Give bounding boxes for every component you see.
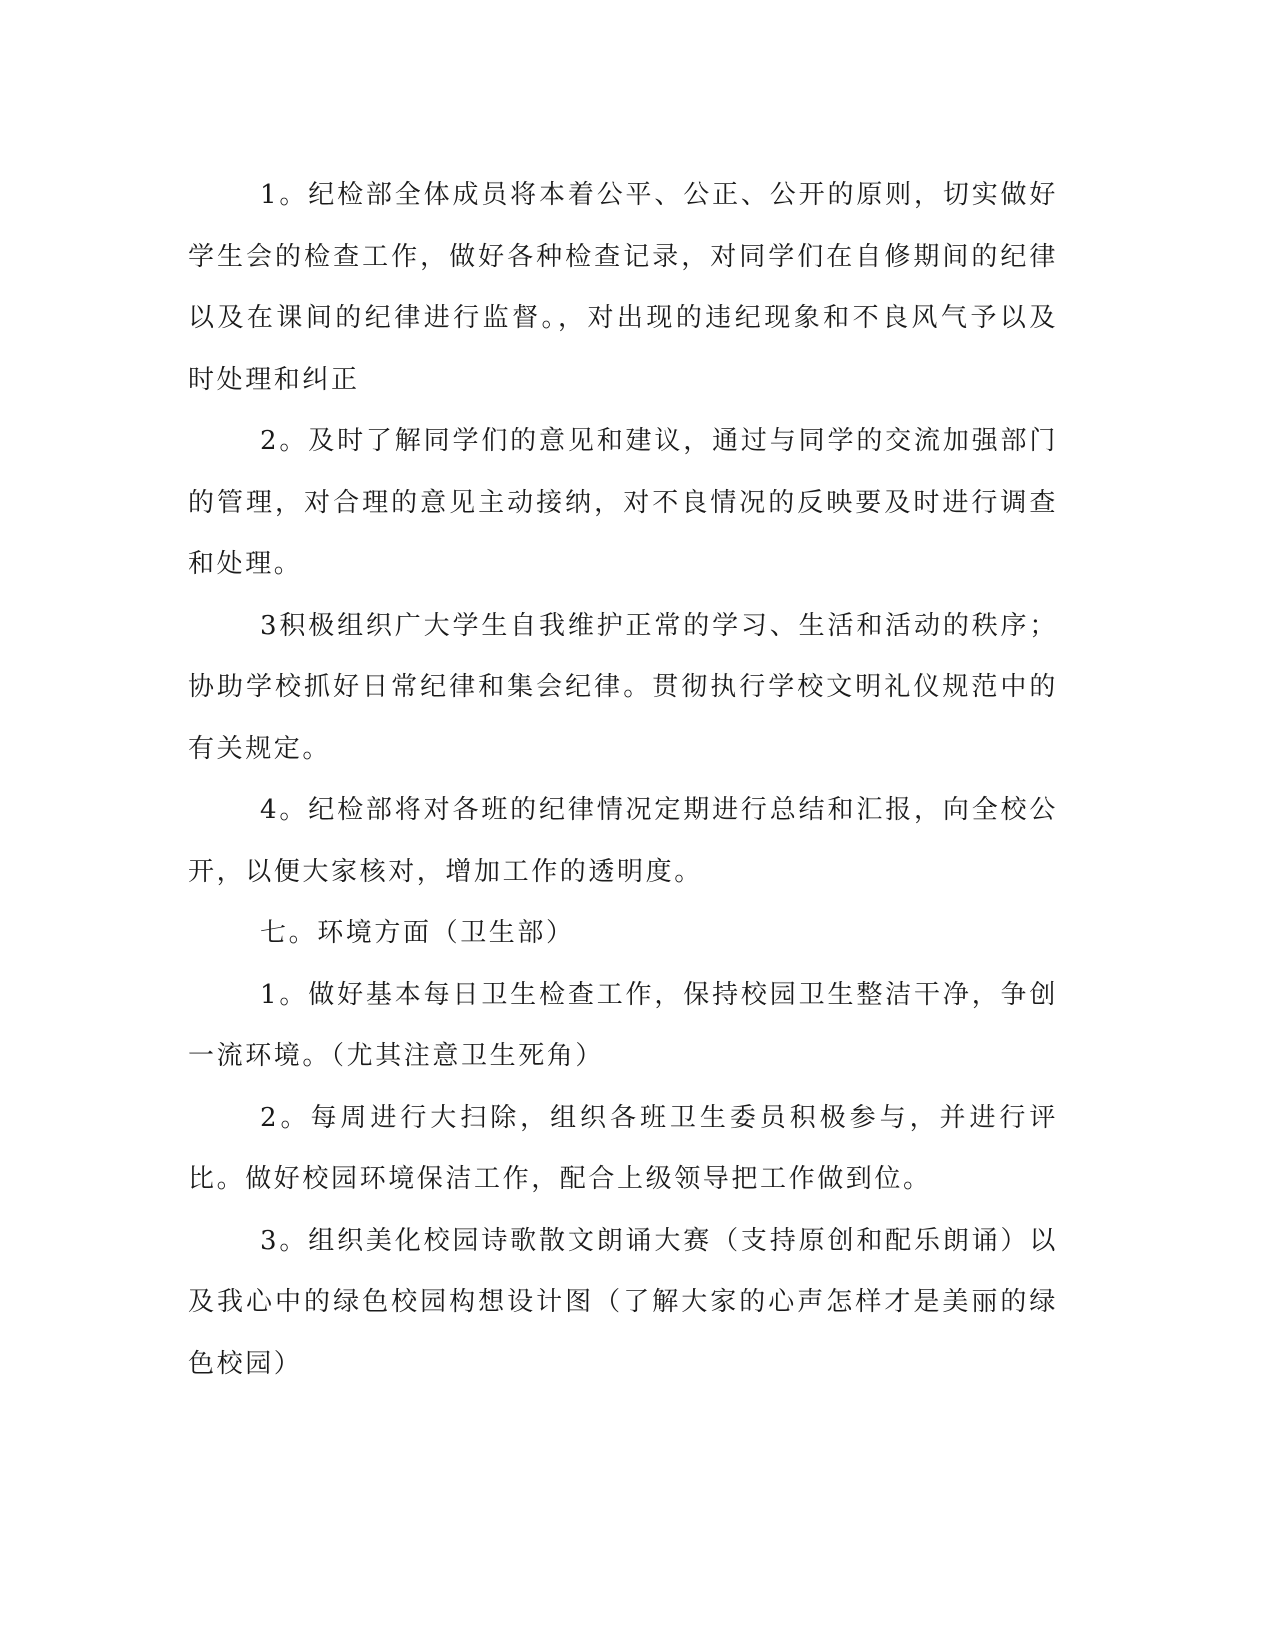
section-heading-environment: 七。环境方面（卫生部） bbox=[260, 918, 575, 948]
paragraph-environment-1: 1。做好基本每日卫生检查工作，保持校园卫生整洁干净，争创一流环境。（尤其注意卫生死角） bbox=[188, 979, 1058, 1071]
paragraph-discipline-1: 1。纪检部全体成员将本着公平、公正、公开的原则，切实做好学生会的检查工作，做好各种检查记录，对同学们在自修期间的纪律以及在课间的纪律进行监督。，对出现的违纪现象和不良风气予以及时处理和纠正 bbox=[188, 180, 1058, 395]
document-body bbox=[188, 165, 1058, 1395]
paragraph-discipline-3: 3积极组织广大学生自我维护正常的学习、生活和活动的秩序；协助学校抓好日常纪律和集会纪律。贯彻执行学校文明礼仪规范中的有关规定。 bbox=[188, 610, 1058, 764]
paragraph-discipline-4: 4。纪检部将对各班的纪律情况定期进行总结和汇报，向全校公开，以便大家核对，增加工作的透明度。 bbox=[188, 795, 1058, 887]
paragraph-environment-2: 2。每周进行大扫除，组织各班卫生委员积极参与，并进行评比。做好校园环境保洁工作，配合上级领导把工作做到位。 bbox=[188, 1102, 1058, 1194]
paragraph-discipline-2: 2。及时了解同学们的意见和建议，通过与同学的交流加强部门的管理，对合理的意见主动接纳，对不良情况的反映要及时进行调查和处理。 bbox=[188, 426, 1058, 579]
paragraph-environment-3: 3。组织美化校园诗歌散文朗诵大赛（支持原创和配乐朗诵）以及我心中的绿色校园构想设计图（了解大家的心声怎样才是美丽的绿色校园） bbox=[188, 1225, 1058, 1379]
